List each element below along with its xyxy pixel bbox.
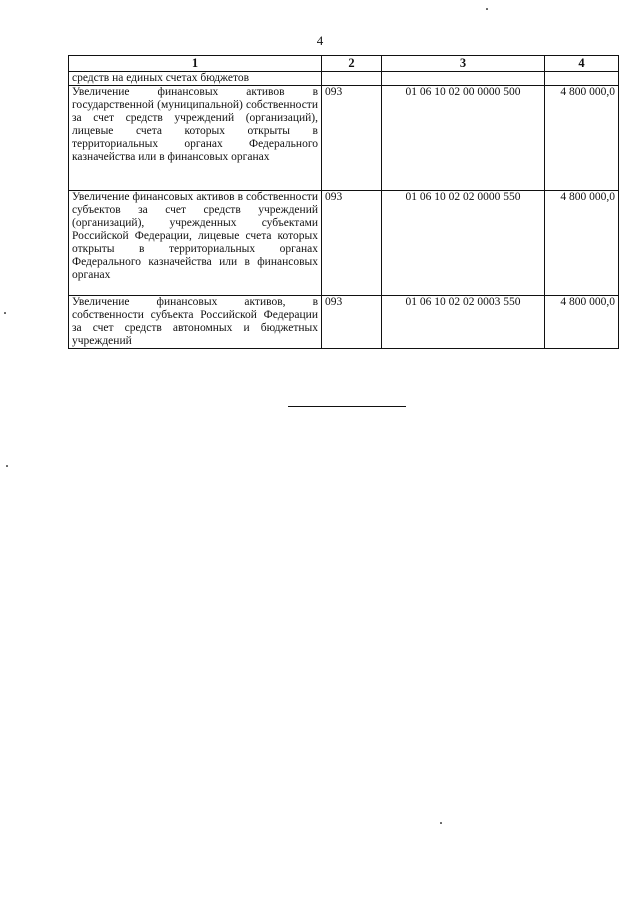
closing-rule xyxy=(288,406,406,407)
scan-speck xyxy=(6,465,8,467)
empty-cell xyxy=(382,72,545,86)
table-row xyxy=(69,296,619,349)
budget-sources-table xyxy=(68,55,619,349)
row-amount: 4 800 000,0 xyxy=(545,86,619,191)
column-header-2: 2 xyxy=(322,56,382,72)
scan-speck xyxy=(486,8,488,10)
row-bcc-code: 01 06 10 02 02 0003 550 xyxy=(382,296,545,349)
column-header-1: 1 xyxy=(69,56,322,72)
row-amount: 4 800 000,0 xyxy=(545,296,619,349)
scan-speck xyxy=(440,822,442,824)
row-name: Увеличение финансовых активов в собственности субъектов за счет средств учреждений (организаций), учрежденных субъектами Российской Федерации, лицевые счета которых открыты в территориальных органах Федерального казначейства или в финансовых органах xyxy=(69,191,322,296)
row-admin-code: 093 xyxy=(322,191,382,296)
empty-cell xyxy=(545,72,619,86)
column-header-3: 3 xyxy=(382,56,545,72)
empty-cell xyxy=(322,72,382,86)
table-header-row xyxy=(69,56,619,72)
row-name: Увеличение финансовых активов в государственной (муниципальной) собственности за счет средств учреждений (организаций), лицевые счета которых открыты в территориальных органах Федерального казначейства или в финансовых органах xyxy=(69,86,322,191)
row-admin-code: 093 xyxy=(322,296,382,349)
row-bcc-code: 01 06 10 02 02 0000 550 xyxy=(382,191,545,296)
table-row xyxy=(69,191,619,296)
column-header-4: 4 xyxy=(545,56,619,72)
scan-speck xyxy=(4,312,6,314)
row-admin-code: 093 xyxy=(322,86,382,191)
table-row xyxy=(69,86,619,191)
row-amount: 4 800 000,0 xyxy=(545,191,619,296)
page-number: 4 xyxy=(316,33,324,48)
carryover-text: средств на единых счетах бюджетов xyxy=(69,72,322,86)
table-row-carryover xyxy=(69,72,619,86)
row-name: Увеличение финансовых активов, в собственности субъекта Российской Федерации за счет средств автономных и бюджетных учреждений xyxy=(69,296,322,349)
row-bcc-code: 01 06 10 02 00 0000 500 xyxy=(382,86,545,191)
